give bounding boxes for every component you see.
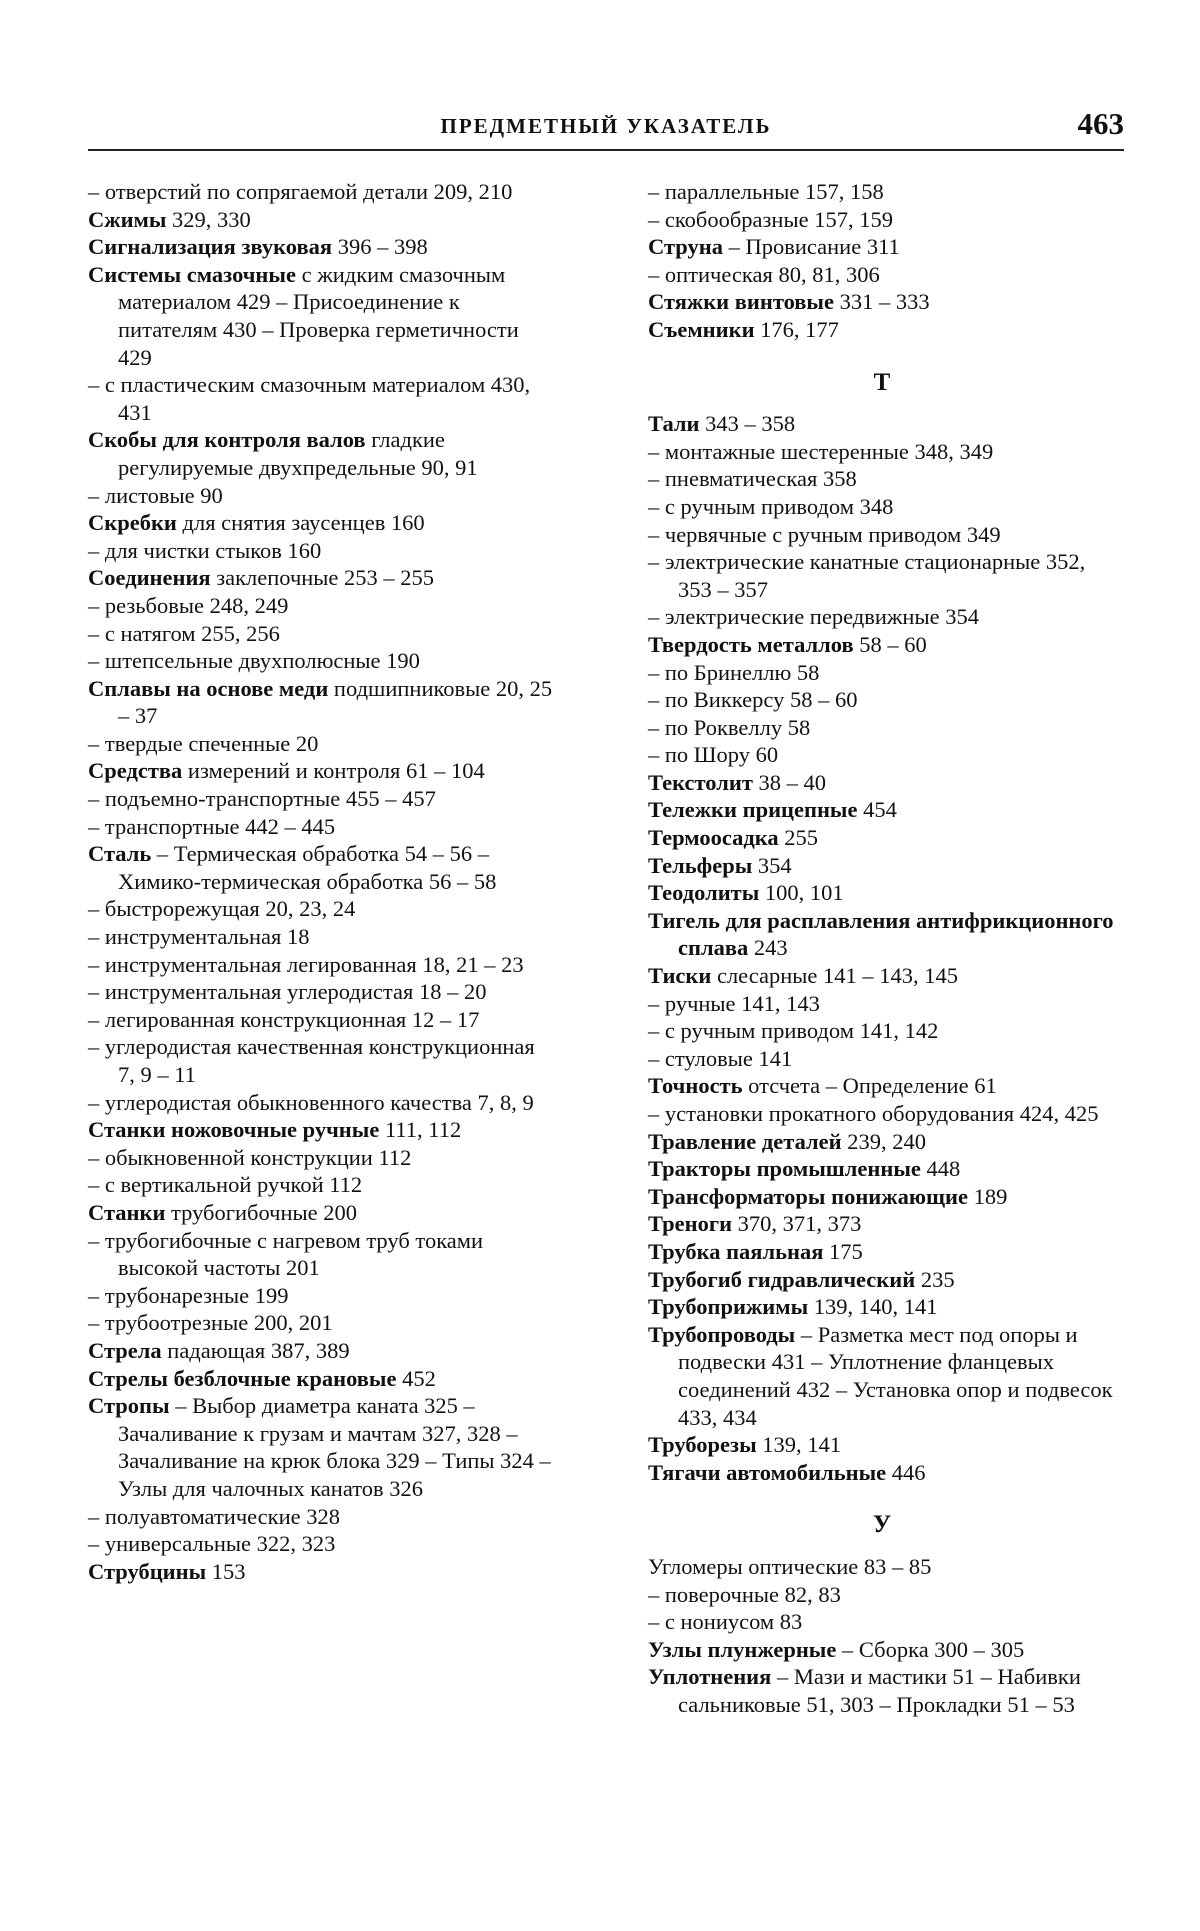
index-refs: 38 – 40 — [752, 769, 827, 795]
index-entry — [648, 1266, 1116, 1294]
index-refs: 176, 177 — [754, 316, 839, 342]
index-entry — [648, 316, 1116, 344]
index-refs: падающая 387, 389 — [161, 1337, 350, 1363]
index-term: Тележки прицепные — [648, 797, 858, 823]
index-refs: 243 — [748, 935, 788, 961]
index-entry — [648, 1210, 1116, 1238]
index-term: Скобы для контроля валов — [88, 427, 366, 453]
index-refs: – Выбор диаметра каната 325 – Зачаливание к грузам и мачтам 327, 328 – Зачаливание на крюк блока 329 – Типы 324 – Узлы для чалочных канатов 326 — [118, 1393, 551, 1501]
index-refs: – легированная конструкционная 12 – 17 — [88, 1006, 480, 1032]
index-term: Трубогиб гидравлический — [648, 1266, 916, 1292]
index-refs: 111, 112 — [379, 1117, 462, 1143]
index-column-left — [88, 178, 556, 1585]
index-refs: – быстрорежущая 20, 23, 24 — [88, 896, 356, 922]
index-refs: гладкие регулируемые двухпредельные 90, 91 — [118, 427, 478, 480]
index-refs: подшипниковые 20, 25 – 37 — [118, 675, 553, 729]
index-refs: 370, 371, 373 — [732, 1211, 862, 1237]
index-refs: – инструментальная легированная 18, 21 – 23 — [88, 951, 524, 977]
index-refs: для снятия заусенцев 160 — [176, 510, 425, 536]
index-term: Системы смазочные — [88, 261, 296, 287]
index-refs: измерений и контроля 61 – 104 — [182, 758, 485, 784]
index-term: Трубопроводы — [648, 1321, 796, 1347]
index-refs: – подъемно-транспортные 455 – 457 — [88, 786, 436, 812]
index-refs: 100, 101 — [759, 880, 844, 906]
index-term: Трубоприжимы — [648, 1294, 809, 1320]
index-term: Станки ножовочные ручные — [88, 1117, 380, 1143]
index-refs: – по Шору 60 — [648, 742, 779, 768]
index-entry — [648, 465, 1116, 493]
index-refs: 448 — [920, 1156, 961, 1182]
index-entry — [648, 493, 1116, 521]
index-refs: – с вертикальной ручкой 112 — [88, 1172, 363, 1198]
index-refs: 454 — [857, 797, 897, 823]
index-refs: – с ручным приводом 348 — [648, 493, 894, 519]
index-refs: – для чистки стыков 160 — [88, 537, 322, 563]
index-refs: Угломеры оптические 83 – 85 — [648, 1553, 932, 1579]
index-entry — [88, 426, 556, 481]
index-term: Травление деталей — [648, 1128, 842, 1154]
index-term: Струбцины — [88, 1558, 207, 1584]
index-entry — [648, 206, 1116, 234]
index-entry — [648, 1128, 1116, 1156]
index-entry — [648, 548, 1116, 603]
index-refs: – электрические канатные стационарные 352, 353 – 357 — [648, 549, 1086, 602]
index-term: Текстолит — [648, 769, 753, 795]
index-entry — [88, 509, 556, 537]
index-entry — [88, 564, 556, 592]
index-term: Стяжки винтовые — [648, 289, 834, 315]
index-entry — [648, 1045, 1116, 1073]
index-refs: – скобообразные 157, 159 — [648, 206, 893, 232]
index-entry — [88, 178, 556, 206]
index-entry — [88, 1530, 556, 1558]
index-entry — [88, 1392, 556, 1502]
index-entry — [88, 1006, 556, 1034]
index-entry — [88, 675, 556, 730]
index-refs: 396 – 398 — [332, 234, 428, 260]
index-entry — [88, 1337, 556, 1365]
index-entry — [88, 978, 556, 1006]
header-rule — [88, 149, 1124, 151]
index-refs: 139, 140, 141 — [808, 1294, 938, 1320]
index-refs: – Термическая обработка 54 – 56 – Химико-термическая обработка 56 – 58 — [118, 841, 497, 894]
index-entry — [648, 1072, 1116, 1100]
index-refs: 354 — [752, 852, 792, 878]
index-refs: – Сборка 300 – 305 — [836, 1636, 1025, 1662]
index-entry — [88, 206, 556, 234]
index-term: Стропы — [88, 1393, 170, 1419]
index-term: Средства — [88, 758, 183, 784]
index-refs: – углеродистая качественная конструкционная 7, 9 – 11 — [88, 1034, 535, 1087]
index-refs: – установки прокатного оборудования 424, 425 — [648, 1101, 1099, 1126]
index-term: Тельферы — [648, 852, 753, 878]
index-refs: – штепсельные двухполюсные 190 — [88, 648, 420, 674]
index-refs: – червячные с ручным приводом 349 — [648, 521, 1001, 547]
index-entry — [88, 895, 556, 923]
index-entry — [648, 990, 1116, 1018]
index-entry — [88, 1089, 556, 1117]
index-entry — [648, 410, 1116, 438]
index-entry — [648, 1581, 1116, 1609]
index-entry — [88, 813, 556, 841]
index-refs: – обыкновенной конструкции 112 — [88, 1144, 412, 1170]
index-term: Станки — [88, 1199, 166, 1225]
index-refs: – твердые спеченные 20 — [88, 730, 319, 756]
index-refs: с жидким смазочным материалом 429 – Присоединение к питателям 430 – Проверка герметичности 429 — [118, 261, 519, 370]
index-entry — [88, 1116, 556, 1144]
index-refs: – инструментальная углеродистая 18 – 20 — [88, 979, 487, 1005]
index-entry — [88, 1558, 556, 1586]
index-entry — [648, 603, 1116, 631]
page-number: 463 — [1077, 106, 1124, 141]
index-term: Сплавы на основе меди — [88, 675, 329, 701]
index-entry — [88, 620, 556, 648]
index-refs: – поверочные 82, 83 — [648, 1581, 841, 1607]
index-refs: 255 — [778, 825, 818, 851]
index-entry — [648, 741, 1116, 769]
running-title: ПРЕДМЕТНЫЙ УКАЗАТЕЛЬ — [440, 114, 772, 138]
index-refs: 331 – 333 — [833, 289, 930, 315]
index-entry — [648, 521, 1116, 549]
index-entry — [88, 840, 556, 895]
index-refs: – пневматическая 358 — [648, 466, 857, 492]
index-entry — [648, 962, 1116, 990]
index-refs: 189 — [967, 1183, 1008, 1209]
index-term: Тракторы промышленные — [648, 1156, 921, 1182]
index-refs: – отверстий по сопрягаемой детали 209, 210 — [88, 179, 513, 204]
index-refs: – с пластическим смазочным материалом 430, 431 — [88, 372, 531, 425]
index-refs: – электрические передвижные 354 — [648, 604, 979, 630]
index-term: Скребки — [88, 510, 177, 536]
index-refs: – параллельные 157, 158 — [648, 179, 884, 204]
index-entry — [88, 1144, 556, 1172]
index-entry — [88, 1199, 556, 1227]
index-term: Узлы плунжерные — [648, 1636, 837, 1662]
index-term: Треноги — [648, 1211, 733, 1237]
index-entry — [648, 438, 1116, 466]
index-entry — [88, 261, 556, 371]
index-entry — [88, 785, 556, 813]
index-refs: 239, 240 — [841, 1128, 927, 1154]
index-entry — [648, 1321, 1116, 1431]
index-refs: 153 — [206, 1558, 246, 1584]
index-entry — [648, 1155, 1116, 1183]
page-header — [88, 106, 1124, 152]
index-entry — [648, 288, 1116, 316]
index-entry — [648, 907, 1116, 962]
index-entry — [648, 1459, 1116, 1487]
index-refs: отсчета – Определение 61 — [742, 1073, 997, 1099]
index-entry — [648, 261, 1116, 289]
index-term: Тиски — [648, 963, 712, 989]
index-refs: 139, 141 — [756, 1432, 842, 1458]
index-entry — [88, 482, 556, 510]
index-refs: 329, 330 — [166, 206, 251, 232]
index-term: Трубка паяльная — [648, 1238, 824, 1264]
index-entry — [648, 1238, 1116, 1266]
index-refs: трубогибочные 200 — [165, 1199, 357, 1225]
index-entry — [88, 592, 556, 620]
index-entry — [88, 1227, 556, 1282]
index-entry — [648, 1100, 1116, 1128]
index-term: Съемники — [648, 316, 755, 342]
index-refs: – по Бринеллю 58 — [648, 659, 820, 685]
index-refs: 452 — [396, 1365, 436, 1391]
index-refs: – транспортные 442 – 445 — [88, 813, 336, 839]
index-entry — [88, 1309, 556, 1337]
index-term: Твердость металлов — [648, 631, 854, 657]
index-entry — [88, 730, 556, 758]
index-entry — [88, 1171, 556, 1199]
index-entry — [88, 757, 556, 785]
index-refs: – по Роквеллу 58 — [648, 714, 811, 740]
index-term: Тигель для расплавления антифрикционного сплава — [648, 907, 1114, 961]
index-refs: слесарные 141 – 143, 145 — [711, 963, 958, 989]
index-entry — [88, 1033, 556, 1088]
index-term: Тягачи автомобильные — [648, 1459, 887, 1485]
index-term: Уплотнения — [648, 1664, 772, 1690]
index-entry — [648, 769, 1116, 797]
index-entry — [648, 1636, 1116, 1664]
index-refs: – универсальные 322, 323 — [88, 1531, 336, 1557]
index-refs: 175 — [823, 1238, 863, 1264]
entry-list — [88, 178, 556, 1585]
index-refs: – с нониусом 83 — [648, 1609, 803, 1635]
index-entry — [648, 1431, 1116, 1459]
index-refs: – по Виккерсу 58 – 60 — [648, 687, 858, 713]
index-term: Стрелы безблочные крановые — [88, 1365, 397, 1391]
index-refs: – трубогибочные с нагревом труб токами высокой частоты 201 — [88, 1227, 484, 1281]
index-entry — [648, 1553, 1116, 1581]
index-refs: – монтажные шестеренные 348, 349 — [648, 438, 994, 464]
index-refs: – Разметка мест под опоры и подвески 431 – Уплотнение фланцевых соединений 432 – Установка опор и подвесок 433, 434 — [678, 1321, 1113, 1430]
index-term: Термоосадка — [648, 825, 779, 851]
index-entry — [648, 1293, 1116, 1321]
index-refs: заклепочные 253 – 255 — [210, 565, 435, 591]
index-refs: – листовые 90 — [88, 482, 223, 508]
index-refs: – углеродистая обыкновенного качества 7, 8, 9 — [88, 1089, 534, 1115]
index-entry — [88, 647, 556, 675]
index-entry — [88, 537, 556, 565]
index-term: Стрела — [88, 1337, 162, 1363]
index-refs: – стуловые 141 — [648, 1045, 793, 1071]
index-term: Точность — [648, 1073, 743, 1099]
index-entry — [648, 631, 1116, 659]
index-entry — [648, 1183, 1116, 1211]
index-entry — [648, 1608, 1116, 1636]
index-refs: 343 – 358 — [699, 411, 796, 437]
entry-list — [648, 1553, 1116, 1719]
index-refs: – трубонарезные 199 — [88, 1282, 289, 1308]
index-entry — [648, 852, 1116, 880]
index-entry — [88, 923, 556, 951]
index-entry — [648, 686, 1116, 714]
index-refs: – оптическая 80, 81, 306 — [648, 261, 880, 287]
index-refs: – полуавтоматические 328 — [88, 1503, 341, 1529]
index-term: Сжимы — [88, 206, 167, 232]
index-entry — [88, 951, 556, 979]
index-term: Тали — [648, 411, 700, 437]
index-term: Струна — [648, 234, 723, 260]
index-refs: – с натягом 255, 256 — [88, 620, 280, 646]
index-term: Теодолиты — [648, 880, 760, 906]
index-refs: – с ручным приводом 141, 142 — [648, 1018, 939, 1044]
index-entry — [648, 659, 1116, 687]
index-term: Сигнализация звуковая — [88, 234, 333, 260]
index-entry — [648, 178, 1116, 206]
index-entry — [88, 233, 556, 261]
index-entry — [88, 1503, 556, 1531]
index-column-right — [648, 178, 1116, 1718]
index-refs: 235 — [915, 1266, 955, 1292]
index-entry — [648, 824, 1116, 852]
index-entry — [648, 879, 1116, 907]
index-refs: – Мази и мастики 51 – Набивки сальниковые 51, 303 – Прокладки 51 – 53 — [678, 1664, 1081, 1717]
entry-list — [648, 178, 1116, 344]
index-entry — [88, 1282, 556, 1310]
index-term: Труборезы — [648, 1432, 757, 1458]
index-term: Сталь — [88, 841, 152, 867]
index-entry — [648, 796, 1116, 824]
index-term: Трансформаторы понижающие — [648, 1183, 968, 1209]
index-entry — [88, 1365, 556, 1393]
section-letter-t: Т — [873, 368, 891, 396]
entry-list — [648, 410, 1116, 1486]
index-entry — [648, 1663, 1116, 1718]
index-refs: – ручные 141, 143 — [648, 990, 820, 1016]
index-entry — [88, 371, 556, 426]
index-entry — [648, 233, 1116, 261]
index-refs: 446 — [886, 1459, 926, 1485]
index-refs: – Провисание 311 — [722, 234, 900, 260]
index-refs: – трубоотрезные 200, 201 — [88, 1310, 333, 1336]
index-refs: 58 – 60 — [853, 631, 927, 657]
index-entry — [648, 714, 1116, 742]
index-refs: – инструментальная 18 — [88, 924, 310, 950]
section-letter-u: У — [872, 1511, 892, 1539]
index-refs: – резьбовые 248, 249 — [88, 592, 289, 618]
index-entry — [648, 1017, 1116, 1045]
index-term: Соединения — [88, 565, 211, 591]
